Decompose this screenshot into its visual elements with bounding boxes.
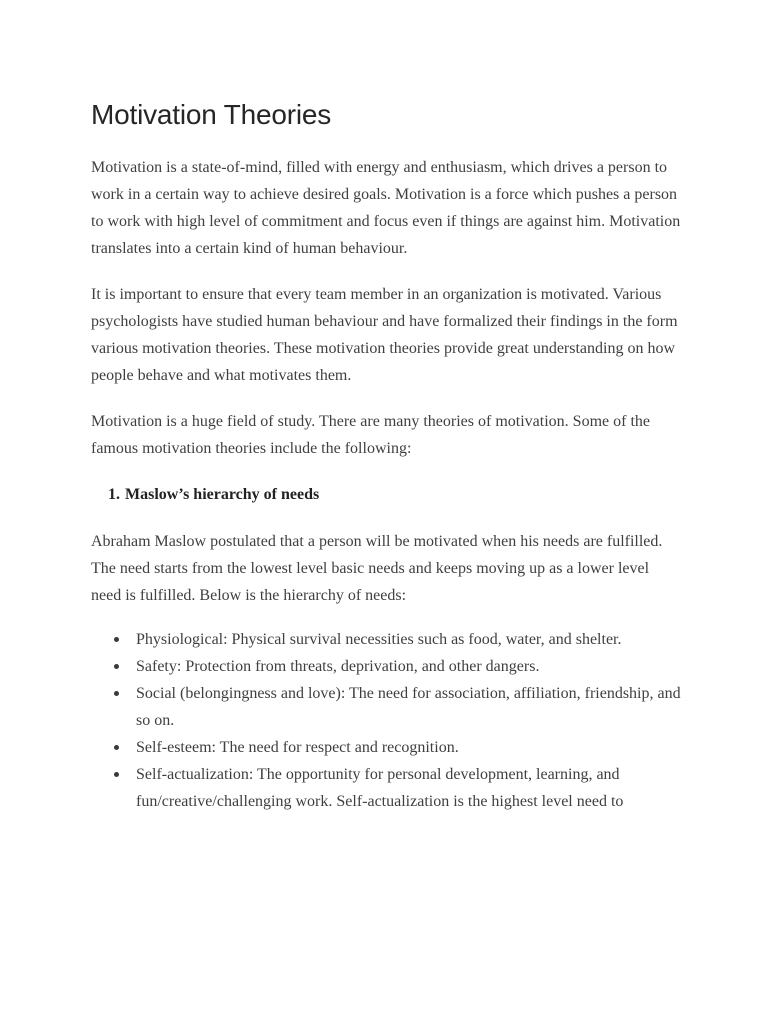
need-text: Physiological: Physical survival necessities such as food, water, and shelter. — [136, 631, 622, 648]
document-body — [91, 96, 681, 815]
bullet-icon — [114, 772, 119, 777]
theory-list — [91, 481, 681, 509]
list-item — [136, 761, 681, 815]
need-text: Self-actualization: The opportunity for personal development, learning, and fun/creative/challenging work. Self-actualization is the highest level need to — [136, 766, 624, 810]
bullet-icon — [114, 745, 119, 750]
maslow-paragraph: Abraham Maslow postulated that a person will be motivated when his needs are fulfilled. The need starts from the lowest level basic needs and keeps moving up as a lower level need is fulfilled. Below is the hierarchy of needs: — [91, 533, 663, 604]
theories-intro-paragraph: Motivation is a huge field of study. There are many theories of motivation. Some of the famous motivation theories include the following: — [91, 413, 650, 457]
need-text: Social (belongingness and love): The need for association, affiliation, friendship, and so on. — [136, 685, 681, 729]
bullet-icon — [114, 637, 119, 642]
needs-list — [91, 626, 681, 815]
section-heading — [91, 481, 681, 509]
section-heading-text: Maslow’s hierarchy of needs — [125, 486, 320, 503]
need-text: Self-esteem: The need for respect and recognition. — [136, 739, 459, 756]
list-item — [136, 734, 681, 761]
bullet-icon — [114, 691, 119, 696]
list-item — [136, 653, 681, 680]
importance-paragraph: It is important to ensure that every team member in an organization is motivated. Various psychologists have studied human behaviour and have formalized their findings in the form various motivation theories. These motivation theories provide great understanding on how people behave and what motivates them. — [91, 286, 678, 384]
page-title: Motivation Theories — [91, 99, 332, 130]
list-item — [136, 626, 681, 653]
bullet-icon — [114, 664, 119, 669]
need-text: Safety: Protection from threats, deprivation, and other dangers. — [136, 658, 540, 675]
list-item — [136, 680, 681, 734]
section-number: 1. — [108, 486, 120, 503]
intro-paragraph: Motivation is a state-of-mind, filled with energy and enthusiasm, which drives a person to work in a certain way to achieve desired goals. Motivation is a force which pushes a person to work with high level of commitment and focus even if things are against him. Motivation translates into a certain kind of human behaviour. — [91, 159, 681, 257]
